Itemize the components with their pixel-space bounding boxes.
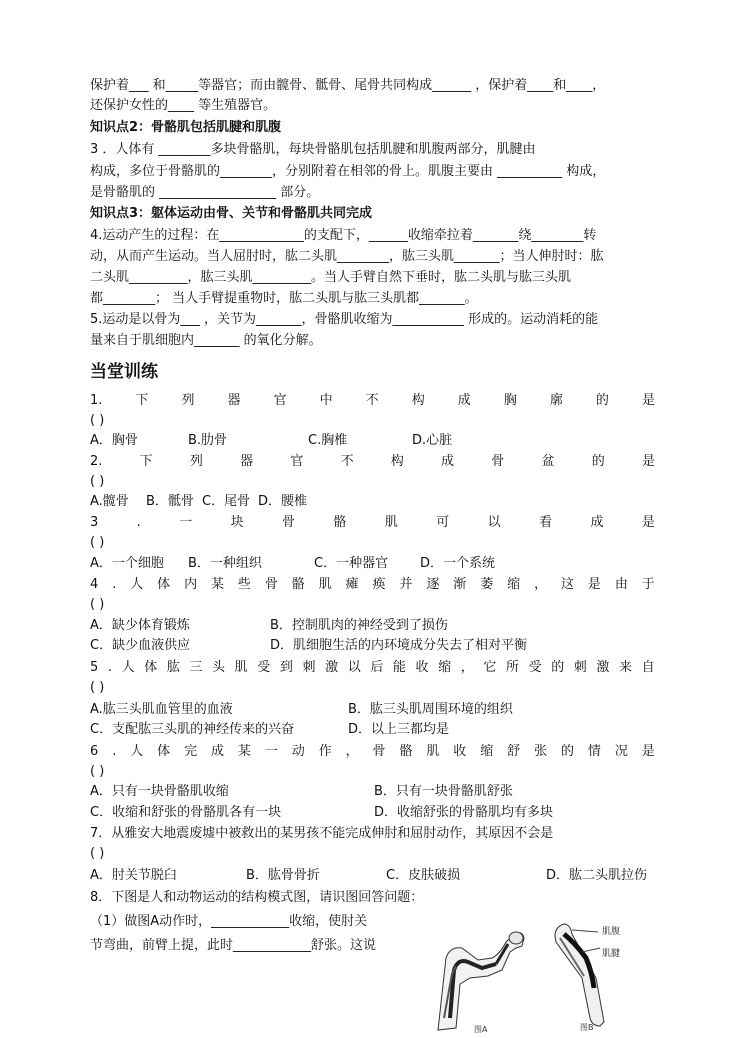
option-a[interactable]: A．肘关节脱臼 xyxy=(90,868,177,883)
stem-char: . xyxy=(136,515,141,530)
stem-char: 渐 xyxy=(453,577,467,592)
stem-char: 的 xyxy=(595,393,609,408)
text-line: 二头肌_________，肱三头肌_________。当人手臂自然下垂时，肱二头肌与肱三头肌 xyxy=(90,270,572,285)
question-2-options xyxy=(90,492,655,512)
stem-char: 构 xyxy=(411,393,425,408)
stem-char: 6 xyxy=(90,744,99,759)
stem-char: 来 xyxy=(619,660,633,675)
stem-char: 的 xyxy=(560,744,574,759)
stem-char: 块 xyxy=(230,515,244,530)
arm-diagram-b xyxy=(542,918,642,1036)
stem-char: 是 xyxy=(641,454,655,469)
option-b[interactable]: B.肋骨 xyxy=(188,433,228,448)
stem-char: 人 xyxy=(130,577,144,592)
option-b[interactable]: B．一种组织 xyxy=(188,556,262,571)
stem-char: 某 xyxy=(237,744,251,759)
stem-char: 肌 xyxy=(318,577,332,592)
question-6-options xyxy=(90,782,655,802)
stem-char: 不 xyxy=(365,393,379,408)
stem-char: . xyxy=(112,577,117,592)
stem-char: 后 xyxy=(370,660,384,675)
stem-char: 骼 xyxy=(291,577,305,592)
stem-char: 骼 xyxy=(333,515,347,530)
stem-char: 盆 xyxy=(541,454,555,469)
option-a[interactable]: A．胸骨 xyxy=(90,433,138,448)
stem-char: 是 xyxy=(641,744,655,759)
stem-char: 张 xyxy=(534,744,548,759)
stem-char: 成 xyxy=(211,744,225,759)
stem-char: ， xyxy=(534,577,548,592)
option-d[interactable]: D．肌细胞生活的内环境成分失去了相对平衡 xyxy=(270,638,528,653)
knowledge-point-heading: 知识点2：骨骼肌包括肌腱和肌腹 xyxy=(90,120,282,135)
stem-char: 可 xyxy=(436,515,450,530)
stem-char: 下 xyxy=(135,393,149,408)
stem-char: 以 xyxy=(487,515,501,530)
stem-char: 动 xyxy=(291,744,305,759)
option-d[interactable]: D．以上三都均是 xyxy=(348,722,450,737)
text-line: 构成，多位于骨骼肌的________，分别附着在相邻的骨上。肌腹主要由 __________ 构成， xyxy=(90,164,606,179)
stem-char: 3 xyxy=(90,515,99,530)
stem-char: 肌 xyxy=(234,660,248,675)
text-line: 是骨骼肌的 __________________ 部分。 xyxy=(90,185,320,200)
stem-char: 骨 xyxy=(372,744,386,759)
knowledge-point-heading: 知识点3：躯体运动由骨、关节和骨骼肌共同完成 xyxy=(90,206,373,221)
stem-char: 体 xyxy=(144,660,158,675)
answer-paren: ( ) xyxy=(90,474,105,489)
stem-char: 一 xyxy=(264,744,278,759)
option-d[interactable]: D．一个系统 xyxy=(420,556,496,571)
question-4-options xyxy=(90,636,655,656)
question-6-stem xyxy=(90,742,655,762)
question-5-options xyxy=(90,720,655,740)
stem-char: 收 xyxy=(453,744,467,759)
figure-b-caption: 图B xyxy=(580,1023,594,1032)
stem-char: 情 xyxy=(587,744,601,759)
stem-char: 这 xyxy=(560,577,574,592)
option-c[interactable]: C.胸椎 xyxy=(308,433,348,448)
option-d[interactable]: D．肱二头肌拉伤 xyxy=(546,868,648,883)
text-line: 量来自于肌细胞内_______ 的氧化分解。 xyxy=(90,333,322,348)
stem-char: 列 xyxy=(189,454,203,469)
stem-char: 头 xyxy=(212,660,226,675)
section-title: 当堂训练 xyxy=(90,362,158,382)
option-c[interactable]: C．支配肱三头肌的神经传来的兴奋 xyxy=(90,722,295,737)
stem-char: 内 xyxy=(184,577,198,592)
answer-paren: ( ) xyxy=(90,846,105,861)
stem-char: 骨 xyxy=(264,577,278,592)
option-d[interactable]: D.心脏 xyxy=(412,433,453,448)
stem-char: 成 xyxy=(590,515,604,530)
text-line: 动，从而产生运动。当人屈肘时，肱二头肌________，肱三头肌_______；当人伸肘时：肱 xyxy=(90,249,604,264)
text-line: 节弯曲，前臂上提，此时____________舒张。这说 xyxy=(90,938,377,953)
option-d[interactable]: D．收缩舒张的骨骼肌均有多块 xyxy=(374,805,554,820)
stem-char: 所 xyxy=(505,660,519,675)
stem-char: 是 xyxy=(587,577,601,592)
stem-char: 自 xyxy=(641,660,655,675)
label-muscle-belly: 肌腹 xyxy=(602,927,621,937)
stem-char: 2. xyxy=(90,454,103,469)
stem-char: 况 xyxy=(614,744,628,759)
stem-char: 受 xyxy=(257,660,271,675)
stem-char: 逐 xyxy=(426,577,440,592)
option-b[interactable]: B．肱三头肌周围环境的组织 xyxy=(348,702,513,717)
text-line: 保护着___ 和_____等器官；而由髋骨、骶骨、尾骨共同构成______ ，保护着____和____， xyxy=(90,78,606,93)
stem-char: 5 xyxy=(90,660,99,675)
answer-paren: ( ) xyxy=(90,535,105,550)
figure-a-caption: 图A xyxy=(474,1025,488,1034)
option-a[interactable]: A．缺少体育锻炼 xyxy=(90,618,190,633)
text-line: 4.运动产生的过程：在_____________的支配下，______收缩牵拉着_______绕________转 xyxy=(90,228,597,243)
question-3-stem xyxy=(90,513,655,533)
question-4-stem xyxy=(90,575,655,595)
stem-char: 官 xyxy=(290,454,304,469)
stem-char: . xyxy=(107,660,113,675)
text-line: 都________； 当人手臂提重物时，肱二头肌与肱三头肌都_______。 xyxy=(90,291,478,306)
option-c[interactable]: C．收缩和舒张的骨骼肌各有一块 xyxy=(90,805,282,820)
stem-char: 能 xyxy=(392,660,406,675)
stem-char: ， xyxy=(460,660,474,675)
stem-char: 肌 xyxy=(426,744,440,759)
stem-char: 廓 xyxy=(549,393,563,408)
stem-char: 中 xyxy=(319,393,333,408)
text-line: 3 ．人体有 ________多块骨骼肌，每块骨骼肌包括肌腱和肌腹两部分，肌腱由 xyxy=(90,142,536,157)
stem-char: 肌 xyxy=(384,515,398,530)
question-1-stem xyxy=(90,391,655,411)
stem-char: 骨 xyxy=(491,454,505,469)
stem-char: 完 xyxy=(184,744,198,759)
stem-char: 一 xyxy=(179,515,193,530)
stem-char: 器 xyxy=(227,393,241,408)
text-line: （1）做图A动作时，____________收缩，使肘关 xyxy=(90,914,368,929)
stem-char: 作 xyxy=(318,744,332,759)
option-b[interactable]: B．骶骨 xyxy=(146,494,194,509)
option-c[interactable]: C．一种器官 xyxy=(314,556,389,571)
stem-char: 它 xyxy=(483,660,497,675)
option-a[interactable]: A.肱三头肌血管里的血液 xyxy=(90,702,233,717)
stem-char: 些 xyxy=(237,577,251,592)
label-tendon: 肌腱 xyxy=(602,949,621,959)
stem-char: 人 xyxy=(121,660,135,675)
stem-char: 收 xyxy=(415,660,429,675)
stem-char: 是 xyxy=(641,515,655,530)
stem-char: 受 xyxy=(528,660,542,675)
stem-char: 刺 xyxy=(573,660,587,675)
stem-char: 并 xyxy=(399,577,413,592)
option-b[interactable]: B．肱骨骨折 xyxy=(246,868,320,883)
stem-char: 骨 xyxy=(282,515,296,530)
stem-char: 的 xyxy=(591,454,605,469)
text-line: 5.运动是以骨为___ ，关节为_______，骨骼肌收缩为___________ 形成的。运动消耗的能 xyxy=(90,312,599,327)
stem-char: ， xyxy=(345,744,359,759)
question-7-options xyxy=(90,866,655,886)
figure-area xyxy=(430,918,655,1038)
option-a[interactable]: A．只有一块骨骼肌收缩 xyxy=(90,784,229,799)
question-5-options xyxy=(90,700,655,720)
stem-char: 是 xyxy=(641,393,655,408)
stem-char: 看 xyxy=(539,515,553,530)
option-b[interactable]: B．只有一块骨骼肌舒张 xyxy=(374,784,513,799)
question-2-stem xyxy=(90,452,655,472)
stem-char: 舒 xyxy=(507,744,521,759)
stem-char: 下 xyxy=(139,454,153,469)
stem-char: 萎 xyxy=(480,577,494,592)
option-c[interactable]: C．缺少血液供应 xyxy=(90,638,191,653)
question-5-stem xyxy=(90,658,655,678)
stem-char: 以 xyxy=(347,660,361,675)
question-1-options xyxy=(90,431,655,451)
stem-char: 缩 xyxy=(438,660,452,675)
stem-char: 于 xyxy=(641,577,655,592)
stem-char: 成 xyxy=(441,454,455,469)
stem-char: 列 xyxy=(181,393,195,408)
stem-char: 的 xyxy=(551,660,565,675)
option-b[interactable]: B．控制肌肉的神经受到了损伤 xyxy=(270,618,448,633)
stem-char: 人 xyxy=(130,744,144,759)
answer-paren: ( ) xyxy=(90,597,105,612)
stem-char: 体 xyxy=(157,744,171,759)
question-3-options xyxy=(90,554,655,574)
answer-paren: ( ) xyxy=(90,680,105,695)
stem-char: 激 xyxy=(596,660,610,675)
stem-char: 4 xyxy=(90,577,99,592)
text-line: 还保护女性的____ 等生殖器官。 xyxy=(90,98,277,113)
question-7-stem: 7．从雅安大地震废墟中被救出的某男孩不能完成伸肘和屈肘动作，其原因不会是 xyxy=(90,826,554,841)
question-4-options xyxy=(90,616,655,636)
option-c[interactable]: C．尾骨 xyxy=(202,494,251,509)
option-c[interactable]: C．皮肤破损 xyxy=(386,868,461,883)
option-d[interactable]: D．腰椎 xyxy=(258,494,308,509)
stem-char: 官 xyxy=(273,393,287,408)
stem-char: 不 xyxy=(340,454,354,469)
answer-paren: ( ) xyxy=(90,413,105,428)
stem-char: 器 xyxy=(240,454,254,469)
stem-char: 缩 xyxy=(507,577,521,592)
stem-char: 构 xyxy=(390,454,404,469)
stem-char: 痪 xyxy=(372,577,386,592)
question-6-options xyxy=(90,803,655,823)
stem-char: 到 xyxy=(279,660,293,675)
stem-char: 骼 xyxy=(399,744,413,759)
stem-char: 成 xyxy=(457,393,471,408)
stem-char: 瘫 xyxy=(345,577,359,592)
stem-char: 体 xyxy=(157,577,171,592)
stem-char: 三 xyxy=(189,660,203,675)
arm-diagram-a xyxy=(430,918,540,1038)
question-8-stem: 8．下图是人和动物运动的结构模式图，请识图回答问题： xyxy=(90,890,424,905)
answer-paren: ( ) xyxy=(90,764,105,779)
stem-char: 刺 xyxy=(302,660,316,675)
stem-char: 激 xyxy=(325,660,339,675)
stem-char: 缩 xyxy=(480,744,494,759)
stem-char: 胸 xyxy=(503,393,517,408)
stem-char: 某 xyxy=(211,577,225,592)
stem-char: 由 xyxy=(614,577,628,592)
stem-char: 肱 xyxy=(166,660,180,675)
option-a[interactable]: A．一个细胞 xyxy=(90,556,164,571)
stem-char: . xyxy=(112,744,117,759)
stem-char: 1. xyxy=(90,393,103,408)
option-a[interactable]: A.髋骨 xyxy=(90,494,129,509)
